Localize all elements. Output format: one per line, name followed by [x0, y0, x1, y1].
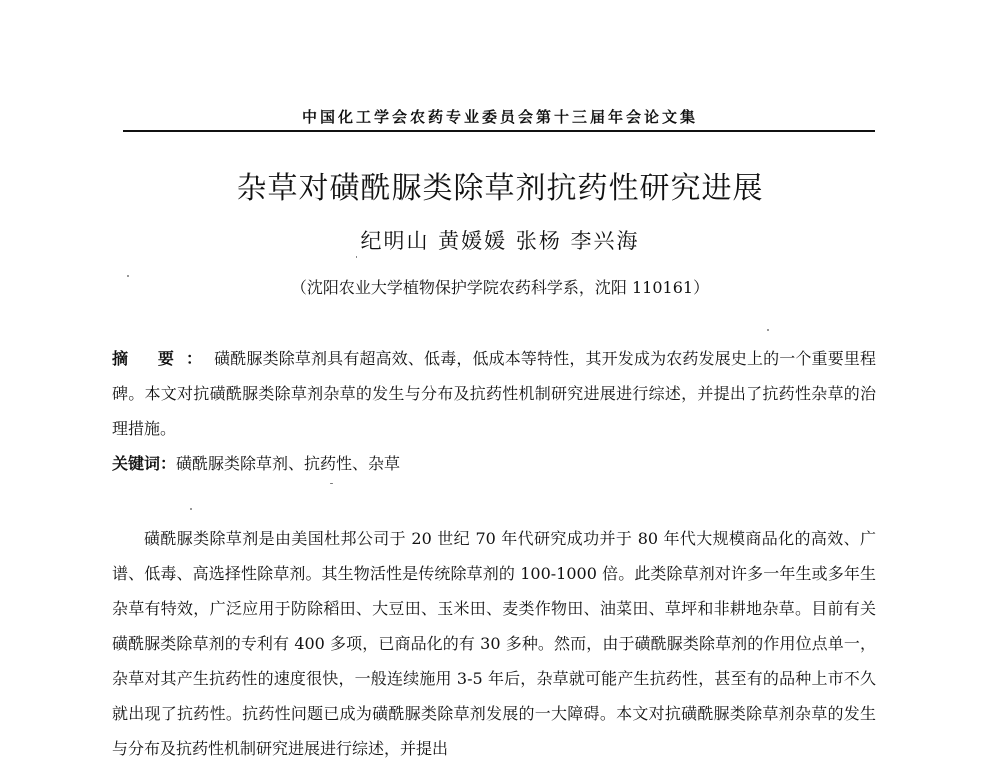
article-title: 杂草对磺酰脲类除草剂抗药性研究进展 — [236, 171, 764, 206]
authors: 纪明山 黄媛媛 张杨 李兴海 — [360, 229, 640, 253]
scan-speck — [356, 256, 357, 258]
scan-speck — [127, 275, 129, 277]
running-header: 中国化工学会农药专业委员会第十三届年会论文集 — [301, 108, 698, 126]
header-rule — [123, 130, 875, 132]
keywords-label: 关键词： — [112, 454, 177, 473]
abstract-label: 摘 要： — [112, 349, 215, 368]
abstract — [112, 341, 876, 446]
affiliation: （沈阳农业大学植物保护学院农药科学系，沈阳 110161） — [290, 278, 710, 297]
scan-speck — [330, 483, 333, 484]
body-paragraph: 磺酰脲类除草剂是由美国杜邦公司于 20 世纪 70 年代研究成功并于 80 年代大规模商品化的高效、广谱、低毒、高选择性除草剂。其生物活性是传统除草剂的 100-1000 倍。此类除草剂对许多一年生或多年生杂草有特效，广泛应用于防除稻田、大豆田、玉米田、麦类作物田、油菜田、草坪和非耕地杂草。目前有关磺酰脲类除草剂的专利有 400 多项，已商品化的有 30 多种。然而，由于磺酰脲类除草剂的作用位点单一，杂草对其产生抗药性的速度很快，一般连续施用 3-5 年后，杂草就可能产生抗药性，甚至有的品种上市不久就出现了抗药性。抗药性问题已成为磺酰脲类除草剂发展的一大障碍。本文对抗磺酰脲类除草剂杂草的发生与分布及抗药性机制研究进展进行综述，并提出 — [112, 529, 876, 758]
keywords — [112, 452, 876, 476]
scan-speck — [190, 508, 192, 510]
abstract-text: 磺酰脲类除草剂具有超高效、低毒，低成本等特性，其开发成为农药发展史上的一个重要里程碑。本文对抗磺酰脲类除草剂杂草的发生与分布及抗药性机制研究进展进行综述，并提出了抗药性杂草的治理措施。 — [112, 349, 876, 438]
scan-speck — [767, 329, 769, 331]
keywords-text: 磺酰脲类除草剂、抗药性、杂草 — [176, 454, 401, 473]
